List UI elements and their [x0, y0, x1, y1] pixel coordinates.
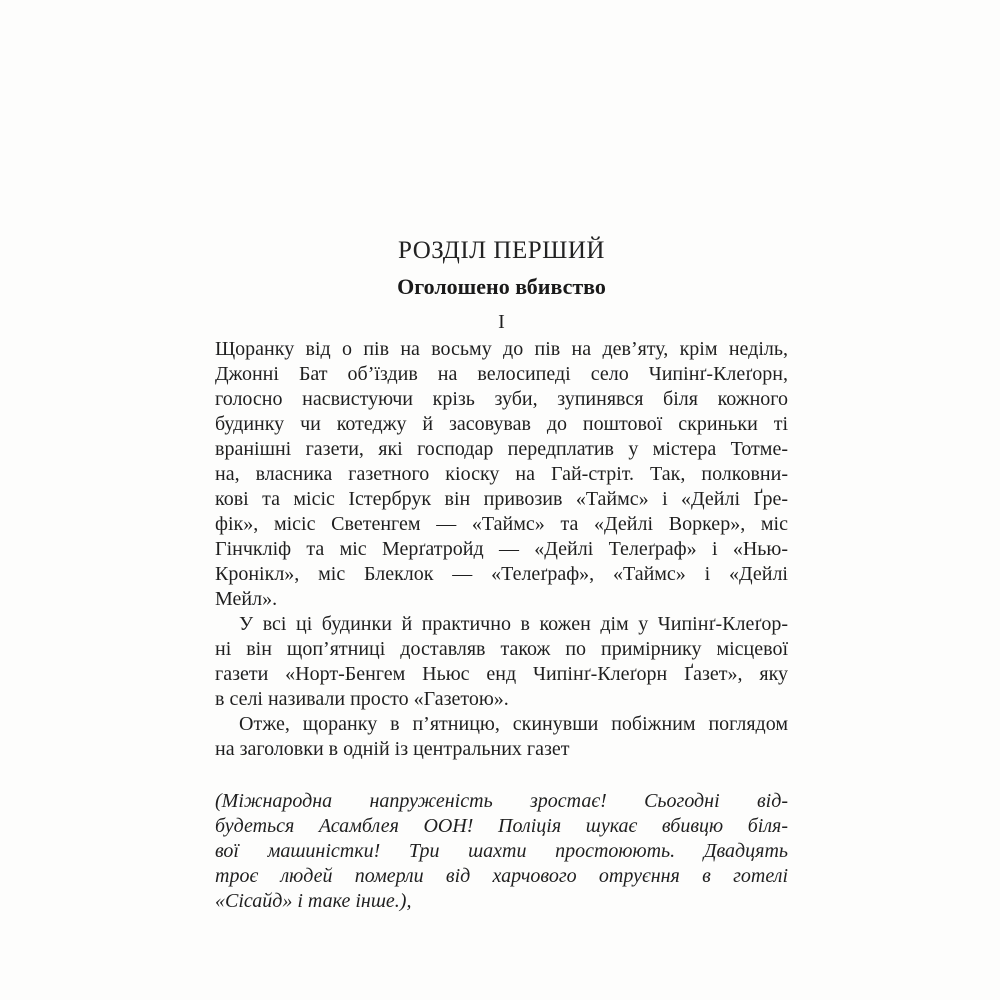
- text-line: «Сісайд» і таке інше.),: [215, 890, 412, 912]
- text-line: будинку чи котеджу й засовував до поштової скриньки ті: [215, 413, 788, 435]
- text-line: вої машиністки! Три шахти простоюють. Двадцять: [215, 840, 788, 862]
- text-line: (Міжнародна напруженість зростає! Сьогодні від-: [215, 790, 788, 812]
- text-line: вранішні газети, які господар передплатив у містера Тотме-: [215, 438, 788, 460]
- newsflash-paragraph: [215, 789, 788, 914]
- text-line: Джонні Бат об’їздив на велосипеді село Чипінґ-Клеґорн,: [215, 363, 788, 385]
- text-line: Щоранку від о пів на восьму до пів на дев’яту, крім неділь,: [215, 338, 788, 360]
- text-line: Мейл».: [215, 588, 278, 610]
- body-text: [215, 337, 788, 914]
- paragraph: [215, 337, 788, 612]
- text-line: будеться Асамблея ООН! Поліція шукає вбивцю біля-: [215, 815, 788, 837]
- paragraph: [215, 712, 788, 762]
- text-line: Гінчкліф та міс Мерґатройд — «Дейлі Телеґраф» і «Нью-: [215, 538, 788, 560]
- text-line: на, власника газетного кіоску на Гай-стріт. Так, полковни-: [215, 463, 788, 485]
- text-line: голосно насвистуючи крізь зуби, зупинявся біля кожного: [215, 388, 788, 410]
- paragraph: [215, 612, 788, 712]
- text-line: троє людей померли від харчового отруєння в готелі: [215, 865, 788, 887]
- text-line: ні він щоп’ятниці доставляв також по примірнику місцевої: [215, 638, 788, 660]
- chapter-subtitle: Оголошено вбивство: [397, 274, 606, 299]
- text-line: газети «Норт-Бенгем Ньюс енд Чипінґ-Клеґорн Ґазет», яку: [215, 663, 788, 685]
- page-content: [215, 238, 788, 914]
- text-line: на заголовки в одній із центральних газет: [215, 738, 570, 760]
- text-line: кові та місіс Істербрук він привозив «Таймс» і «Дейлі Ґре-: [215, 488, 788, 510]
- text-line: в селі називали просто «Газетою».: [215, 688, 509, 710]
- chapter-title: РОЗДІЛ ПЕРШИЙ: [398, 237, 605, 264]
- text-line: Отже, щоранку в п’ятницю, скинувши побіжним поглядом: [239, 713, 788, 735]
- text-line: Кронікл», міс Блеклок — «Телеґраф», «Таймс» і «Дейлі: [215, 563, 788, 585]
- text-line: У всі ці будинки й практично в кожен дім у Чипінґ-Клеґор-: [239, 613, 788, 635]
- section-numeral: I: [498, 311, 505, 333]
- text-line: фік», місіс Светенгем — «Таймс» та «Дейлі Воркер», міс: [215, 513, 788, 535]
